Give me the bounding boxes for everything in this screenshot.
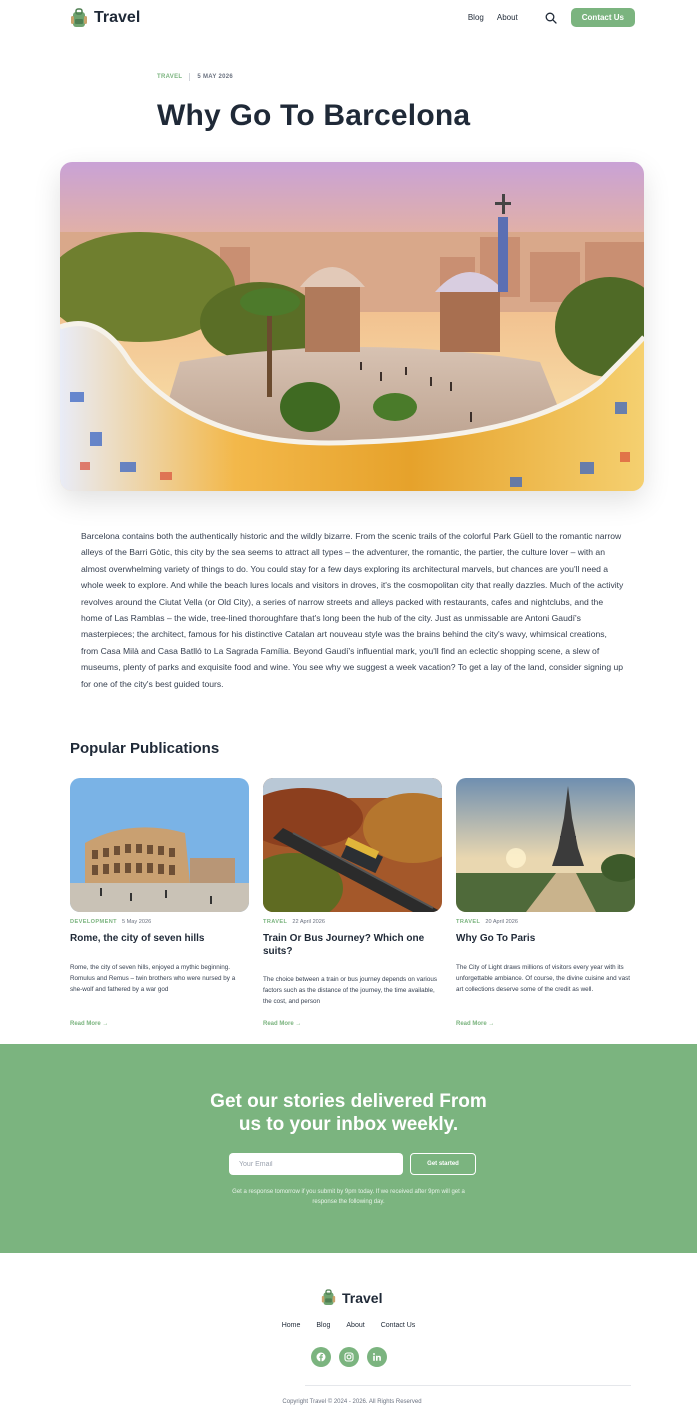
card-image-train[interactable] — [263, 778, 442, 912]
footer-logo-text: Travel — [342, 1289, 383, 1306]
card-description: The choice between a train or bus journey depends on various factors such as the distance of the journey, the time available, the cost, and person — [263, 976, 437, 1005]
footer-divider — [305, 1385, 631, 1386]
card-image-rome[interactable] — [70, 778, 249, 912]
newsletter-section — [0, 1044, 697, 1253]
card-meta — [263, 919, 442, 925]
meta-divider — [189, 73, 190, 81]
card-category[interactable]: TRAVEL — [456, 919, 481, 925]
card-image-paris[interactable] — [456, 778, 635, 912]
card-category[interactable]: DEVELOPMENT — [70, 919, 117, 925]
site-header — [0, 0, 697, 38]
article-body: Barcelona contains both the authentically historic and the wildly bizarre. From the scenic trails of the colorful Park Güell to the romantic narrow alleys of the Barri Gòtic, this city by the sea seems to attract all types – the adventurer, the romantic, the partier, the culture lover – with an almost overwhelming variety of things to do. You could stay for a few days exploring its architectural marvels, but chances are you'll need a whole week to explore. And while the beach lures locals and visitors in droves, it's the cosmopolitan city that really dazzles. Much of the activity revolves around the Ciutat Vella (or Old City), a series of narrow streets and alleys packed with restaurants, cafes and nightclubs, and the home of Las Ramblas – the wide, tree-lined thoroughfare that's long been the hub of the city. Just as unmissable are Antoni Gaudí's masterpieces; the architect, famous for his distinctive Catalan art nouveau style was the brains behind the city's wavy, whimsical creations, from Casa Milà and Casa Batlló to La Sagrada Família. Beyond Gaudí's influential mark, you'll find an eclectic shopping scene, a slew of museums, plenty of parks and exquisite food and wine. You see why we suggest a week vacation? To get a lay of the land, consider signing up for one of the city's best guided tours. — [81, 531, 624, 689]
footer-contact-link[interactable]: Contact Us — [380, 1322, 416, 1329]
facebook-icon[interactable] — [311, 1347, 331, 1367]
search-icon[interactable] — [545, 12, 557, 24]
newsletter-heading — [0, 1090, 697, 1136]
linkedin-icon[interactable] — [367, 1347, 387, 1367]
newsletter-note-line2: response the following day. — [312, 1199, 385, 1205]
card-date: 5 May 2026 — [121, 919, 152, 925]
card-date: 20 April 2026 — [485, 919, 519, 925]
main-nav — [468, 8, 635, 27]
backpack-icon — [70, 8, 88, 28]
publication-card[interactable] — [263, 778, 442, 1027]
logo-text: Travel — [94, 9, 141, 26]
footer-about-link[interactable]: About — [346, 1322, 365, 1329]
publication-card[interactable] — [70, 778, 249, 1027]
card-title[interactable]: Rome, the city of seven hills — [70, 933, 205, 944]
publications-heading: Popular Publications — [70, 740, 220, 757]
get-started-button[interactable]: Get started — [410, 1153, 476, 1175]
card-description: The City of Light draws millions of visitors every year with its unforgettable ambiance. Of course, the divine cuisine and vast art collections deserve some of the credit as well. — [456, 964, 630, 993]
nav-about-link[interactable]: About — [496, 13, 518, 22]
footer-logo[interactable] — [321, 1289, 382, 1306]
card-date: 22 April 2026 — [292, 919, 326, 925]
card-meta — [70, 919, 249, 925]
newsletter-note-line1: Get a response tomorrow if you submit by 9pm today. If we received after 9pm will get a — [232, 1189, 465, 1195]
email-input[interactable] — [229, 1153, 403, 1175]
contact-us-button[interactable]: Contact Us — [571, 8, 635, 27]
card-meta — [456, 919, 635, 925]
read-more-link[interactable]: Read More → — [456, 1021, 495, 1027]
social-links — [0, 1347, 697, 1367]
card-title[interactable]: Train Or Bus Journey? Which one suits? — [263, 933, 425, 957]
article-date: 5 MAY 2026 — [197, 74, 234, 80]
article-meta — [157, 73, 233, 81]
footer-blog-link[interactable]: Blog — [316, 1322, 331, 1329]
publication-card[interactable] — [456, 778, 635, 1027]
article-category[interactable]: TRAVEL — [157, 74, 183, 80]
backpack-icon — [321, 1289, 336, 1306]
read-more-link[interactable]: Read More → — [70, 1021, 109, 1027]
article-title: Why Go To Barcelona — [157, 99, 471, 132]
card-description: Rome, the city of seven hills, enjoyed a mythic beginning. Romulus and Remus – twin brothers who were nursed by a she-wolf and fathered by a war god — [70, 964, 236, 993]
nav-blog-link[interactable]: Blog — [467, 13, 484, 22]
footer-home-link[interactable]: Home — [281, 1322, 301, 1329]
copyright-text: Copyright Travel © 2024 - 2026. All Rights Reserved — [282, 1399, 422, 1405]
card-title[interactable]: Why Go To Paris — [456, 933, 536, 944]
hero-image — [60, 162, 644, 491]
newsletter-heading-line1: Get our stories delivered From — [210, 1091, 487, 1112]
instagram-icon[interactable] — [339, 1347, 359, 1367]
footer-nav — [0, 1322, 697, 1329]
newsletter-note — [0, 1187, 697, 1207]
logo[interactable] — [70, 8, 140, 28]
newsletter-heading-line2: us to your inbox weekly. — [238, 1114, 459, 1135]
card-category[interactable]: TRAVEL — [263, 919, 288, 925]
read-more-link[interactable]: Read More → — [263, 1021, 302, 1027]
